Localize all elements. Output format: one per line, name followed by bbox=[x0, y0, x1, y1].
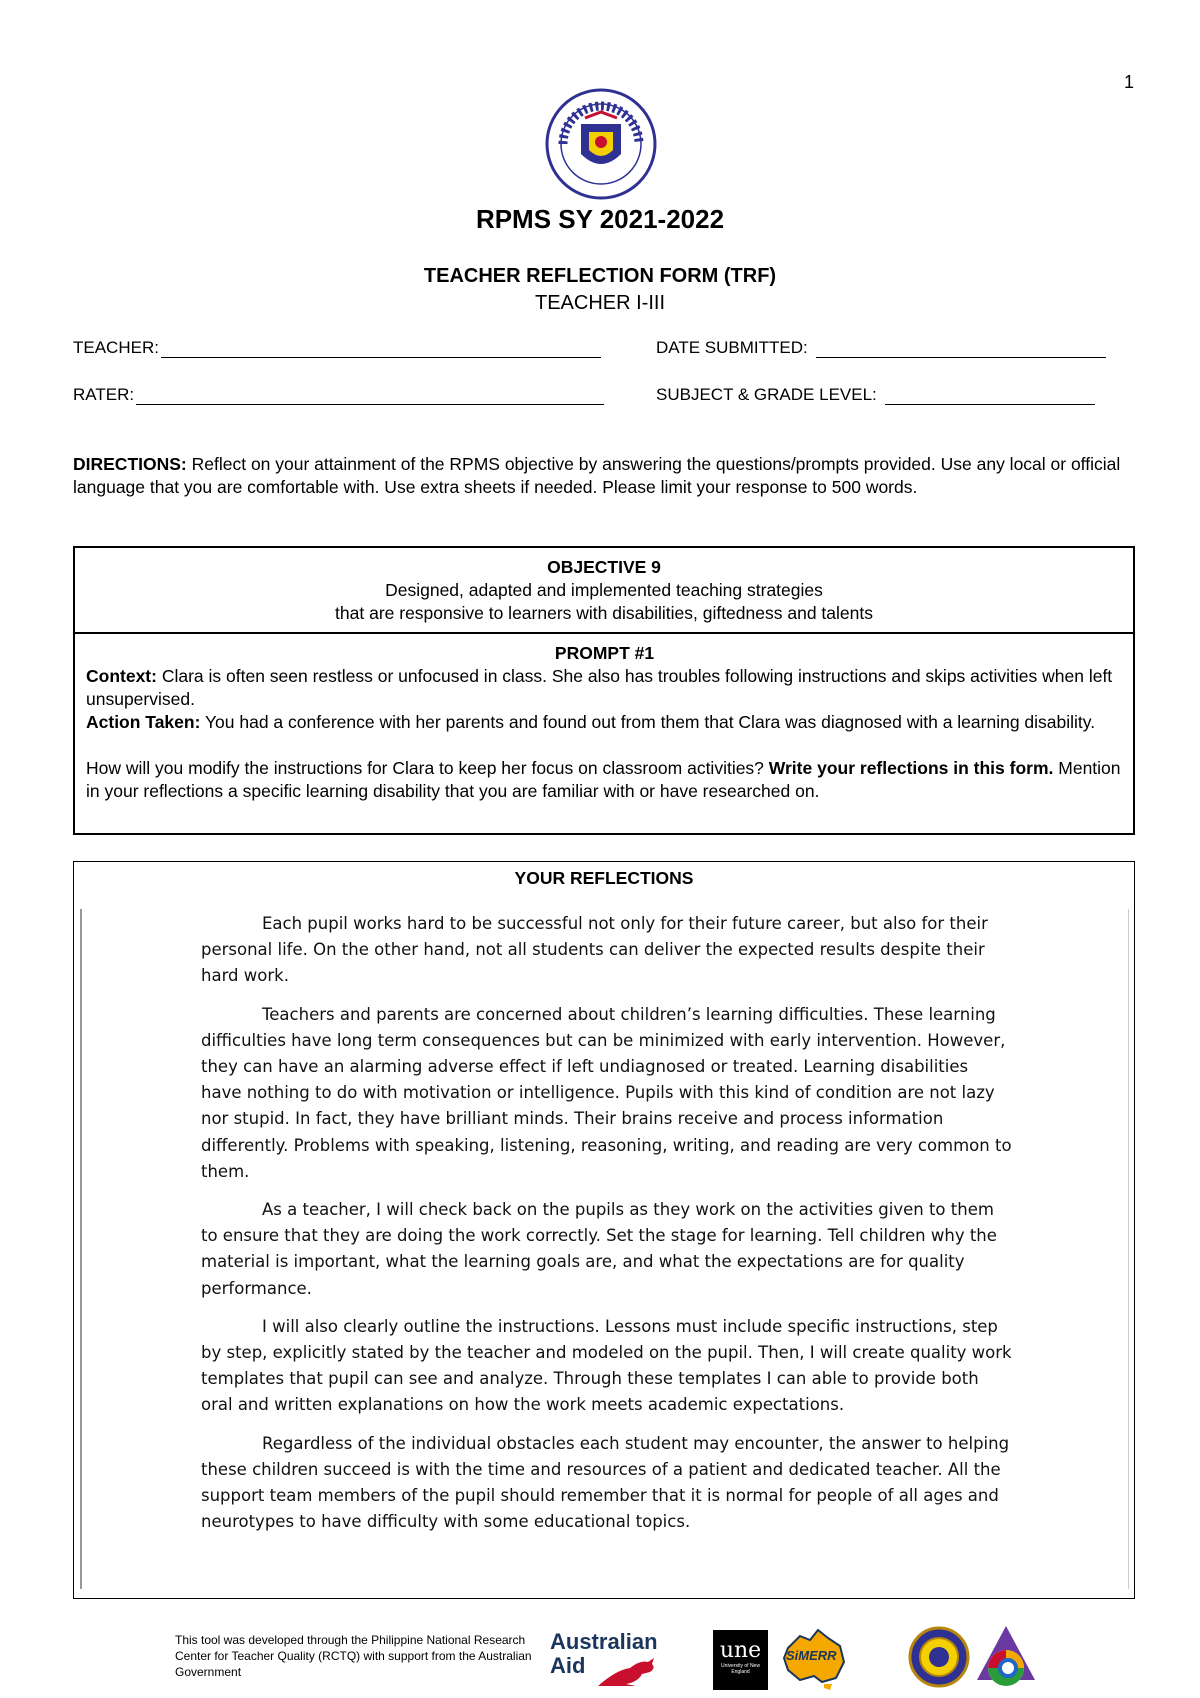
form-subtitle: TEACHER I-III bbox=[534, 292, 665, 314]
action-text: You had a conference with her parents and found out from them that Clara was diagnosed with a learning disability. bbox=[200, 712, 1096, 732]
question-text: How will you modify the instructions for Clara to keep her focus on classroom activities? bbox=[86, 758, 769, 778]
australian-aid-logo bbox=[550, 1630, 665, 1690]
reflections-heading: YOUR REFLECTIONS bbox=[514, 868, 694, 888]
subject-grade-input-line[interactable] bbox=[885, 386, 1095, 405]
une-text: une bbox=[719, 1638, 762, 1663]
reflections-text[interactable] bbox=[201, 911, 1013, 1547]
aid-text: Aid bbox=[550, 1653, 586, 1678]
context-text: Clara is often seen restless or unfocused in class. She also has troubles following instructions and skips activities when left unsupervised. bbox=[86, 666, 1113, 709]
subject-grade-label: SUBJECT & GRADE LEVEL: bbox=[656, 385, 877, 404]
prompt-heading: PROMPT #1 bbox=[554, 643, 655, 663]
objective-prompt-box bbox=[73, 546, 1135, 835]
une-subtext: University of New England bbox=[721, 1663, 760, 1675]
page-number: 1 bbox=[1124, 72, 1135, 92]
date-submitted-input-line[interactable] bbox=[816, 339, 1106, 358]
reflection-paragraph: Each pupil works hard to be successful not only for their future career, but also for their personal life. On the other hand, not all students can deliver the expected results despite their hard work. bbox=[201, 914, 988, 986]
footer-note: This tool was developed through the Philippine National Research Center for Teacher Quality (RCTQ) with support from the Australian Government bbox=[175, 1633, 532, 1679]
teacher-input-line[interactable] bbox=[161, 339, 601, 358]
form-title: TEACHER REFLECTION FORM (TRF) bbox=[423, 265, 777, 287]
prompt-question bbox=[86, 757, 1123, 803]
page-title: RPMS SY 2021-2022 bbox=[475, 204, 725, 234]
reflection-paragraph: Teachers and parents are concerned about children’s learning difficulties. These learning difficulties have long term consequences but can be minimized with early intervention. However, they can have an alarming adverse effect if left undiagnosed or treated. Learning disabilities have nothing to do with motivation or intelligence. Pupils with this kind of condition are not lazy nor stupid. In fact, they have brilliant minds. Their brains receive and process information differently. Problems with speaking, listening, reasoning, writing, and reading are very common to them. bbox=[201, 1004, 1012, 1181]
reflection-paragraph: I will also clearly outline the instructions. Lessons must include specific instructions, step by step, explicitly stated by the teacher and modeled on the pupil. Then, I will create quality work templates that pupil can see and analyze. Through these templates I can able to provide both oral and written explanations on how the work meets academic expectations. bbox=[201, 1316, 1012, 1415]
prompt-context bbox=[86, 665, 1123, 711]
rater-field[interactable] bbox=[73, 385, 604, 405]
simerr-logo bbox=[780, 1626, 848, 1692]
context-label: Context: bbox=[86, 666, 157, 686]
australian-text: Australian bbox=[550, 1629, 658, 1654]
directions-text: Reflect on your attainment of the RPMS objective by answering the questions/prompts provided. Use any local or official language that you are comfortable with. Use extra sheets if needed. Please limit your response to 500 words. bbox=[73, 454, 1121, 497]
objective-line-2: that are responsive to learners with disabilities, giftedness and talents bbox=[335, 603, 873, 623]
subject-grade-field[interactable] bbox=[656, 385, 1095, 405]
action-label: Action Taken: bbox=[86, 712, 201, 732]
kangaroo-icon bbox=[596, 1656, 660, 1688]
question-tail: Mention in your reflections a specific learning disability that you are familiar with or have researched on. bbox=[86, 758, 1121, 801]
objective-heading: OBJECTIVE 9 bbox=[547, 557, 661, 577]
reflection-paragraph: As a teacher, I will check back on the pupils as they work on the activities given to them to ensure that they are doing the work correctly. Set the stage for learning. Tell children why the material is important, what the learning goals are, and what the expectations are for quality performance. bbox=[201, 1200, 997, 1298]
teacher-field[interactable] bbox=[73, 338, 601, 358]
date-submitted-field[interactable] bbox=[656, 338, 1106, 358]
objective-line-1: Designed, adapted and implemented teaching strategies bbox=[385, 580, 823, 600]
rctq-logo bbox=[975, 1624, 1037, 1692]
reflection-paragraph: Regardless of the individual obstacles each student may encounter, the answer to helping these children succeed is with the time and resources of a patient and dedicated teacher. All the support team members of the pupil should remember that it is normal for people of all ages and neurotypes to have difficulty with some educational topics. bbox=[201, 1433, 1010, 1532]
rater-label: RATER: bbox=[73, 385, 135, 404]
prompt-section bbox=[75, 634, 1133, 803]
rater-input-line[interactable] bbox=[136, 386, 604, 405]
simerr-text: SiMERR bbox=[786, 1648, 837, 1663]
date-submitted-label: DATE SUBMITTED: bbox=[656, 338, 808, 357]
directions bbox=[73, 453, 1131, 499]
une-logo bbox=[713, 1630, 768, 1690]
teacher-label: TEACHER: bbox=[73, 338, 159, 357]
question-bold: Write your reflections in this form. bbox=[768, 758, 1054, 778]
deped-seal-logo bbox=[545, 88, 657, 200]
objective-header bbox=[75, 548, 1133, 634]
university-seal-logo bbox=[908, 1626, 970, 1688]
directions-label: DIRECTIONS: bbox=[73, 454, 187, 474]
prompt-action bbox=[86, 711, 1123, 734]
